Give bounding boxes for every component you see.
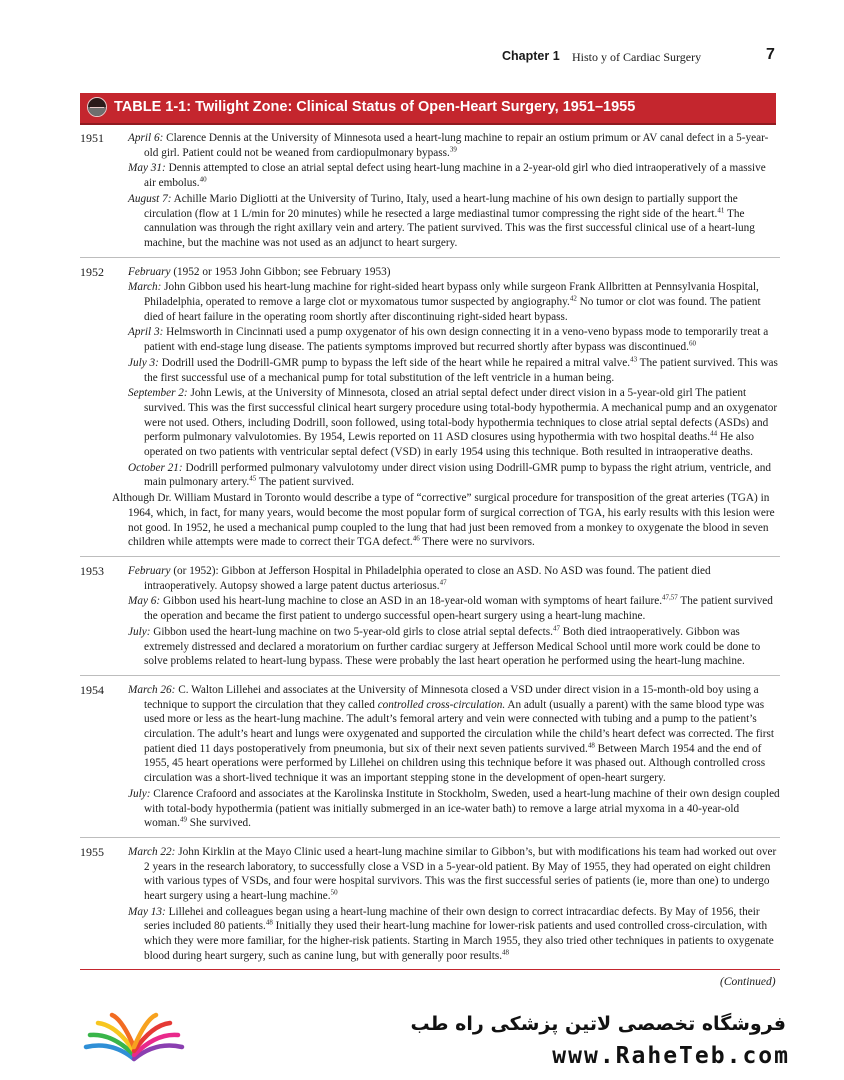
event-text: Although Dr. William Mustard in Toronto would describe a type of “corrective” surgical procedure for transposition of the great arteries (TGA) in 1964, which, in fact, for many years, would become the most popular form of surgical correction of TGA, his early results with this lesion were not good. In 1952, he used a mechanical pump coupled to the lung that had just been removed from a monkey to oxygenate the blood in seven children while attempts were made to correct their TGA defect. — [112, 492, 775, 549]
event-entry — [128, 594, 780, 623]
event-date: September 2: — [128, 387, 188, 400]
event-text: Lillehei and colleagues began using a heart-lung machine of their own design to correct intracardiac defects. By May of 1956, their series included 80 patients. — [144, 905, 760, 933]
reference-number: 48 — [587, 740, 595, 749]
event-text: John Kirklin at the Mayo Clinic used a heart-lung machine similar to Gibbon’s, but with modifications his team had worked out over 2 years in the research laboratory, to successfully close a VSD in a 5-year-old patient. By May of 1955, they had operated on eight children with various types of VSDs, and four were hospital survivors. This was the first successful series of patients (ie, more than one) to undergo heart surgery using a heart-lung machine. — [144, 845, 777, 903]
event-entry — [128, 787, 780, 831]
year-row — [80, 842, 780, 970]
table-bottom-rule — [80, 969, 780, 970]
event-text-cont: There were no survivors. — [419, 536, 535, 549]
reference-number: 42 — [569, 294, 577, 303]
event-date: February — [128, 265, 171, 278]
event-entry — [128, 683, 780, 786]
event-text: Gibbon used his heart-lung machine to close an ASD in an 18-year-old woman with symptoms of heart failure. — [160, 595, 663, 608]
event-date: May 13: — [128, 905, 166, 918]
reference-number: 47 — [439, 577, 447, 586]
store-name: فروشگاه تخصصی لاتین پزشکی راه طب — [410, 1013, 786, 1035]
event-term: controlled cross-circulation. — [377, 698, 506, 711]
store-url: www.RaheTeb.com — [552, 1043, 790, 1069]
event-text: Clarence Crafoord and associates at the Karolinska Institute in Stockholm, Sweden, used a heart-lung machine of their own design coupled with total-body hypothermia (patient was initially submerged in an ice-water bath) to remove a large atrial myxoma in a 40-year-old woman. — [144, 787, 780, 830]
event-date: March 26: — [128, 683, 176, 696]
year-row — [80, 128, 780, 258]
year-label: 1951 — [80, 131, 104, 145]
reference-number: 40 — [199, 175, 207, 184]
event-entry — [128, 625, 780, 669]
event-text: Gibbon used the heart-lung machine on two 5-year-old girls to close atrial septal defects. — [150, 625, 553, 638]
event-text-cont: No tumor or clot was found. The patient died of heart failure in the operating room shortly after discontinuing right-sided heart bypass. — [144, 296, 761, 323]
event-text: John Gibbon used his heart-lung machine for right-sided heart bypass only while surgeon Frank Allbritten at Pennsylvania Hospital, Philadelphia, operated to remove a large clot or myxomatous tumor suspected by angiography. — [144, 281, 759, 309]
event-text: (or 1952): Gibbon at Jefferson Hospital in Philadelphia operated to close an ASD. No ASD was found. The patient died intraoperatively. Autopsy showed a large patent ductus arteriosus. — [144, 564, 711, 592]
event-entry — [128, 905, 780, 964]
event-text-cont: Initially they used their heart-lung machine for lower-risk patients and used controlled cross-circulation, with which they were more familiar, for the higher-risk patients. Starting in March 1955, they also tried other techniques in patients to oxygenate blood during heart surgery, such as canine lung, but with generally poor results. — [144, 920, 774, 962]
event-entry — [128, 356, 780, 385]
year-row — [80, 561, 780, 676]
event-entry — [128, 845, 780, 904]
event-text-cont: The patient survived. This was the first successful use of a mechanical pump for total substitution of the left ventricle in a human being. — [144, 356, 778, 384]
event-text: Helmsworth in Cincinnati used a pump oxygenator of his own design connecting it in a veno-veno bypass mode to temporarily treat a patient with end-stage lung disease. The patients symptoms improved but recurred shortly after bypass was discontinued. — [144, 326, 769, 354]
year-row — [80, 262, 780, 557]
table-banner — [80, 93, 776, 125]
reference-number: 48 — [502, 948, 510, 957]
year-label: 1954 — [80, 682, 104, 697]
event-date: July: — [128, 625, 151, 638]
event-text-cont: The patient survived the operation and became the first patient to undergo successful open-heart surgery using a heart-lung machine. — [144, 595, 773, 623]
event-entry — [128, 192, 780, 251]
page-header — [0, 47, 844, 69]
event-date: February — [128, 564, 171, 577]
reference-number: 39 — [449, 144, 457, 153]
event-date: August 7: — [128, 192, 172, 205]
event-date: May 6: — [128, 595, 161, 608]
event-date: April 6: — [128, 132, 164, 144]
open-book-logo-icon — [72, 1011, 196, 1065]
event-entry — [128, 161, 780, 190]
event-text-cont: The patient survived. — [256, 476, 355, 489]
event-date: March 22: — [128, 845, 176, 858]
event-text: (1952 or 1953 John Gibbon; see February 1953) — [170, 265, 391, 278]
year-label: 1952 — [80, 264, 104, 279]
table-body — [80, 128, 780, 974]
chapter-label: Chapter 1 — [502, 49, 560, 63]
year-row — [80, 680, 780, 838]
reference-number: 45 — [249, 474, 257, 483]
event-entry — [128, 131, 780, 160]
event-entry — [128, 280, 780, 324]
event-text-cont: Between March 1954 and the end of 1955, 45 heart operations were performed by Lillehei on children using this technique before it was phased out. Although controlled cross circulation was a short-lived technique it was an important stepping stone in the development of open-heart surgery. — [144, 742, 766, 785]
event-entry — [112, 491, 780, 550]
event-date: April 3: — [128, 326, 164, 339]
event-entry — [128, 461, 780, 490]
reference-number: 41 — [717, 205, 725, 214]
reference-number: 48 — [265, 918, 273, 927]
event-date: May 31: — [128, 162, 166, 175]
globe-icon — [87, 97, 107, 117]
reference-number: 50 — [330, 888, 338, 897]
reference-number: 46 — [412, 534, 420, 543]
page-number: 7 — [766, 46, 775, 63]
event-date: October 21: — [128, 461, 183, 474]
event-text-cont: The cannulation was through the right axillary vein and artery. The patient survived. This was the first successful clinical use of a heart-lung machine, but the machine was not used as an adjunct to heart surgery. — [144, 207, 755, 249]
event-text: Achille Mario Digliotti at the University of Turino, Italy, used a heart-lung machine of his own design to partially support the circulation (flow at 1 L/min for 20 minutes) while he resected a large mediastinal tumor compressing the right side of the heart. — [144, 192, 738, 220]
table-title: TABLE 1-1: Twilight Zone: Clinical Status of Open-Heart Surgery, 1951–1955 — [114, 99, 636, 115]
event-text: John Lewis, at the University of Minnesota, closed an atrial septal defect under direct vision in a 5-year-old girl The patient survived. This was the first successful clinical heart surgery procedure using total-body hypothermia. A mechanical pump and an oxygenator were not used. Others, including Dodrill, soon followed, using total-body hypothermia techniques to close atrial septal defects (ASDs) and perform pulmonary valvulotomies. By 1954, Lewis reported on 11 ASD closures using hypothermia with two hospital deaths. — [144, 387, 778, 444]
store-footer — [30, 1003, 826, 1080]
event-entry — [128, 386, 780, 460]
event-text: Dennis attempted to close an atrial septal defect using heart-lung machine in a 2-year-old girl who died intraoperatively of a massive air embolus. — [144, 162, 766, 190]
event-date: July 3: — [128, 356, 159, 369]
reference-number: 47,57 — [662, 593, 678, 602]
reference-number: 49 — [179, 815, 187, 824]
reference-number: 60 — [688, 339, 696, 348]
chapter-title: Histo y of Cardiac Surgery — [572, 50, 702, 64]
event-text-cont: An adult (usually a parent) with the same blood type was used more or less as the heart-lung machine. The adult’s femoral artery and vein were connected with tubing and a pump to the patient’s circulation. The adult’s heart and lungs were oxygenated and supported the circulation while the child’s heart defect was corrected. The first patient died 11 days postoperatively from pneumonia, but six of their next seven patients survived. — [144, 698, 774, 755]
reference-number: 47 — [552, 624, 560, 633]
event-text: C. Walton Lillehei and associates at the University of Minnesota closed a VSD under direct vision in a 15-month-old boy using a technique to support the circulation that they called — [144, 683, 759, 711]
event-text-cont: She survived. — [186, 817, 251, 830]
event-text: Dodrill used the Dodrill-GMR pump to bypass the left side of the heart while he repaired a mitral valve. — [158, 356, 631, 369]
event-text: Clarence Dennis at the University of Minnesota used a heart-lung machine to repair an ostium primum or AV canal defect in a 5-year-old girl. Patient could not be weaned from cardiopulmonary bypass. — [144, 132, 769, 159]
reference-number: 44 — [710, 429, 718, 438]
year-label: 1953 — [80, 563, 104, 578]
event-date: March: — [128, 281, 162, 294]
event-text-cont: Both died intraoperatively. Gibbon was extremely distressed and declared a moratorium on further cardiac surgery at Jefferson Medical School until more work could be done to solve problems related to heart-lung bypass. These were probably the last heart operation he performed using the heart-lung machine. — [144, 625, 761, 668]
continued-label: (Continued) — [720, 976, 776, 988]
event-entry — [128, 265, 780, 280]
year-label: 1955 — [80, 844, 104, 859]
reference-number: 43 — [630, 355, 638, 364]
event-date: July: — [128, 787, 151, 800]
event-text-cont: He also operated on two patients with ventricular septal defect (VSD) in early 1954 using this technique. Both resulted in intraoperative deaths. — [144, 431, 754, 459]
event-entry — [128, 325, 780, 354]
event-entry — [128, 564, 780, 593]
event-text: Dodrill performed pulmonary valvulotomy under direct vision using Dodrill-GMR pump to bypass the right atrium, ventricle, and main pulmonary artery. — [144, 461, 772, 489]
